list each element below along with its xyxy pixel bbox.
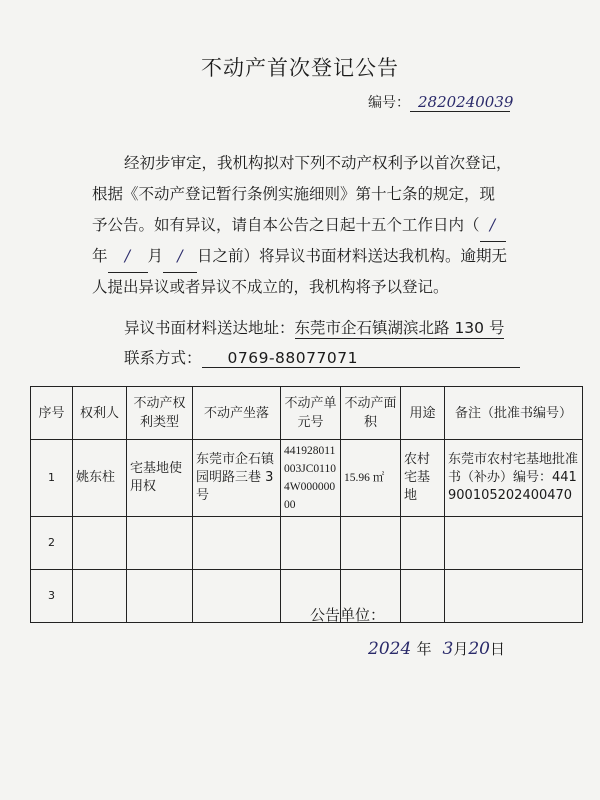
- table-row: [31, 570, 583, 623]
- header-owner: 权利人: [73, 387, 127, 440]
- contact-label: 联系方式：: [124, 349, 202, 367]
- body-line-3: [92, 210, 562, 241]
- issue-month-char: 月: [453, 640, 469, 658]
- header-area: 不动产面积: [341, 387, 401, 440]
- header-remark: 备注（批准书编号）: [445, 387, 583, 440]
- contact-info: [124, 346, 520, 368]
- body-line-1: 经初步审定，我机构拟对下列不动产权利予以首次登记，: [124, 154, 512, 172]
- deadline-day-blank: /: [163, 241, 197, 273]
- cell-remark: [445, 570, 583, 623]
- table-row: [31, 440, 583, 517]
- table-header-row: [31, 387, 583, 440]
- cell-no: 1: [31, 440, 73, 517]
- body-line-4: [92, 241, 562, 272]
- issuing-unit-label: 公告单位：: [310, 606, 386, 624]
- issue-date: [368, 638, 505, 659]
- issue-month: 3: [442, 639, 454, 659]
- month-char: 月: [147, 247, 164, 265]
- header-location: 不动产坐落: [193, 387, 281, 440]
- contact-value: 0769-88077071: [202, 349, 520, 368]
- cell-remark: [445, 517, 583, 570]
- body-line-4-text: 日之前）将异议书面材料送达我机构。逾期无: [197, 247, 508, 265]
- cell-no: 2: [31, 517, 73, 570]
- cell-right-type: [127, 517, 193, 570]
- header-usage: 用途: [401, 387, 445, 440]
- header-no: 序号: [31, 387, 73, 440]
- objection-address: [124, 316, 504, 338]
- issue-day: 20: [468, 639, 490, 659]
- objection-address-label: 异议书面材料送达地址：: [124, 319, 295, 337]
- body-line-2: 根据《不动产登记暂行条例实施细则》第十七条的规定，现: [92, 185, 496, 203]
- serial-label: 编号：: [368, 95, 410, 111]
- cell-location: 东莞市企石镇园明路三巷 3 号: [193, 440, 281, 517]
- issuing-unit: [310, 604, 385, 625]
- body-line-5: 人提出异议或者异议不成立的，我机构将予以登记。: [92, 278, 449, 296]
- cell-remark: 东莞市农村宅基地批准书（补办）编号：441900105202400470: [445, 440, 583, 517]
- registration-table: [30, 386, 583, 623]
- year-char: 年: [92, 247, 108, 265]
- cell-usage: [401, 570, 445, 623]
- cell-usage: 农村宅基地: [401, 440, 445, 517]
- cell-no: 3: [31, 570, 73, 623]
- cell-owner: [73, 517, 127, 570]
- cell-location: [193, 570, 281, 623]
- cell-owner: [73, 570, 127, 623]
- cell-unit-no: [281, 517, 341, 570]
- header-unit-no: 不动产单元号: [281, 387, 341, 440]
- cell-unit-no: 441928011003JC01104W00000000: [281, 440, 341, 517]
- issue-day-char: 日: [489, 640, 505, 658]
- cell-location: [193, 517, 281, 570]
- cell-usage: [401, 517, 445, 570]
- cell-owner: 姚东柱: [73, 440, 127, 517]
- cell-area: 15.96 ㎡: [341, 440, 401, 517]
- deadline-month-blank: /: [108, 241, 148, 273]
- issue-year-char: 年: [416, 640, 432, 658]
- page-title: 不动产首次登记公告: [201, 56, 399, 80]
- cell-right-type: [127, 570, 193, 623]
- serial-value: 2820240039: [410, 93, 510, 112]
- header-right-type: 不动产权利类型: [127, 387, 193, 440]
- objection-blank-day-count: /: [480, 210, 506, 242]
- cell-right-type: 宅基地使用权: [127, 440, 193, 517]
- cell-area: [341, 517, 401, 570]
- serial-number: [368, 92, 514, 112]
- table-row: [31, 517, 583, 570]
- announcement-body: [92, 148, 562, 303]
- issue-year: 2024: [368, 639, 412, 659]
- objection-address-value: 东莞市企石镇湖滨北路 130 号: [294, 319, 505, 337]
- body-line-3-text: 予公告。如有异议，请自本公告之日起十五个工作日内（: [92, 216, 480, 234]
